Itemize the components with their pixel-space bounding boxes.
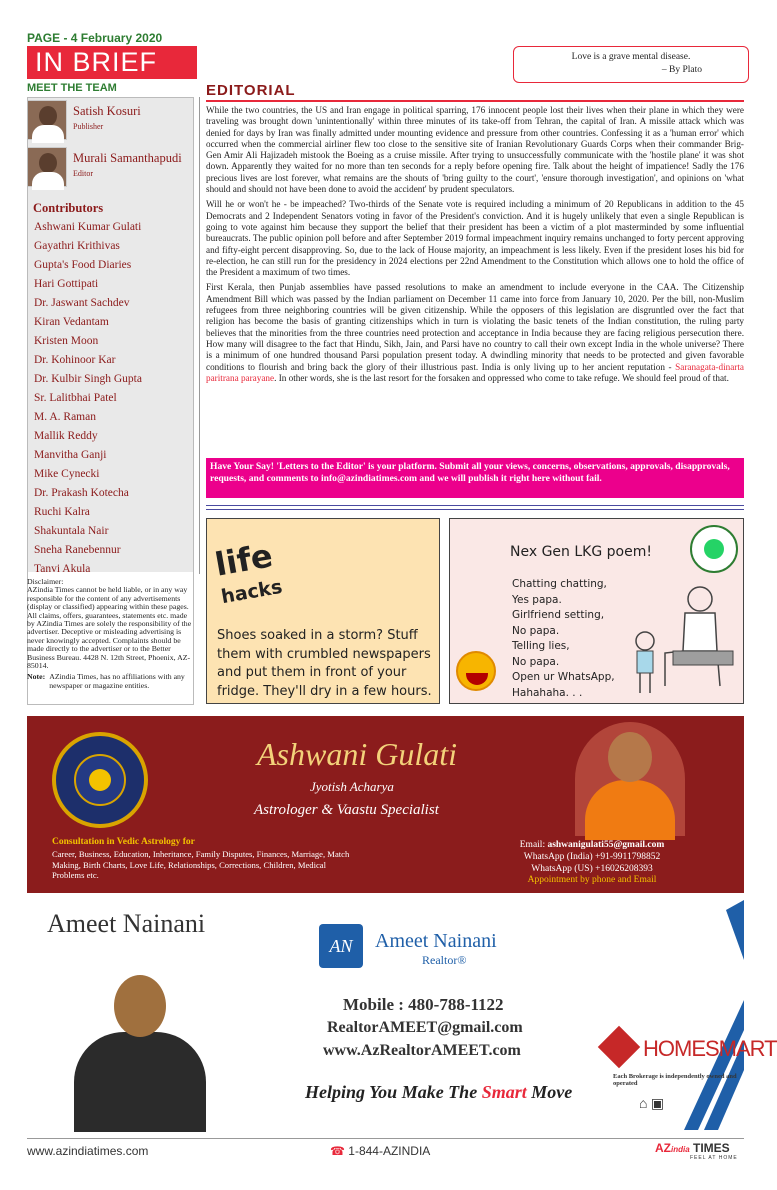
- poem-line: Open ur WhatsApp,: [512, 671, 615, 683]
- member-name: Satish Kosuri: [73, 104, 141, 118]
- poem-line: Telling lies,: [512, 640, 570, 652]
- realtor-mobile: Mobile : 480-788-1122: [343, 995, 504, 1014]
- poem-line: Yes papa.: [512, 593, 562, 606]
- avatar: [27, 100, 67, 140]
- email-label: Email:: [519, 840, 548, 850]
- phone-icon: ☎: [330, 1144, 349, 1158]
- divider: [206, 509, 744, 510]
- email-line: [457, 840, 727, 852]
- article-paragraph: While the two countries, the US and Iran engage in political sparring, 176 innocent people lost their lives when their plane in which they were traveling was brought down 'unintentionally' within three minutes of its take-off from Tehran, the capital of Iran. A missile attack which was denied for days by Iran was finally admitted under mounting evidence and pressure from other countries. Confessing it as a 'human error' which occurred when the commercial airliner flew too close to the sensitive site of Iranian Revolutionary Guards Corps when their commander Brig-Gen Amir Ali Hajizadeh mistook the Boeing as a cruise missile. After trying to unsuccessfully communicate with the 'hostile plane' it was shot down. Apparently they waited for no more than ten seconds for a reply before opening fire. Talk about the height of impatience! Sadly the 176 precious lives are lost forever, what remains are the shouts of 'bring guilty to the court', 'ensure thorough investigation', and opinions on 'what should and should not have been done to avoid the accident' by prudent speculators.: [206, 105, 744, 195]
- member-role: Editor: [73, 169, 93, 178]
- appointment-note: Appointment by phone and Email: [527, 875, 657, 886]
- life-hacks-subtitle: hacks: [219, 575, 285, 609]
- footer-logo: [655, 1141, 730, 1155]
- contributor: Ashwani Kumar Gulati: [34, 221, 142, 233]
- quote-text: Love is a grave mental disease.: [571, 52, 691, 62]
- brokerage-note: Each Brokerage is independently owned and operated: [613, 1073, 737, 1087]
- poem-line: Hahahaha. . .: [512, 686, 583, 699]
- quote-box: [513, 46, 749, 83]
- poem-title: Nex Gen LKG poem!: [510, 544, 652, 560]
- brokerage-name: HOMESMART: [643, 1036, 777, 1061]
- realtor-logo: AN: [319, 924, 363, 968]
- contributor: Manvitha Ganji: [34, 449, 107, 461]
- contributor: Dr. Prakash Kotecha: [34, 487, 129, 499]
- zodiac-wheel-icon: [52, 732, 148, 828]
- consultation-heading: Consultation in Vedic Astrology for: [52, 837, 195, 847]
- homesmart-house-icon: [598, 1026, 640, 1068]
- decorative-stripes: [684, 900, 744, 1130]
- astrologer-title: Jyotish Acharya: [310, 779, 394, 794]
- tagline-smart: Smart: [481, 1082, 527, 1102]
- contributor: Dr. Jaswant Sachdev: [34, 297, 130, 309]
- column-divider: [199, 97, 200, 574]
- poem-line: No papa.: [512, 624, 560, 637]
- contributor: Dr. Kohinoor Kar: [34, 354, 116, 366]
- phone-number: 1-844-AZINDIA: [348, 1144, 431, 1158]
- whatsapp-us: WhatsApp (US) +16026208393: [531, 863, 653, 874]
- disclaimer-text: AZindia Times cannot be held liable, or in any way responsible for the content of any advertisements (display or classified) appearing within these pages. All claims, offers, guarantees, statements etc. made by AZindia Times are solely the responsibility of the advertiser. Deceptive or misleading advertising is never knowingly accepted. Complaints should be made directly to the advertiser or to the Better Business Bureau. 4428 N. 12th Street, Phoenix, AZ-85014.: [27, 585, 192, 671]
- life-hacks-title: life: [212, 536, 276, 584]
- contributor: Tanvi Akula: [34, 563, 91, 575]
- astrologer-specialty: Astrologer & Vaastu Specialist: [254, 802, 439, 818]
- team-heading: MEET THE TEAM: [27, 82, 117, 94]
- contributor: Shakuntala Nair: [34, 525, 109, 537]
- member-name: Murali Samanthapudi: [73, 151, 182, 165]
- note-text: AZindia Times, has no affiliations with any newspaper or magazine entities.: [49, 672, 185, 690]
- logo-part: india: [671, 1145, 690, 1154]
- whatsapp-india: WhatsApp (India) +91-9911798852: [523, 851, 661, 862]
- equal-housing-icon: ⌂ ▣: [639, 1097, 665, 1112]
- divider: [206, 505, 744, 506]
- contributor: Kristen Moon: [34, 335, 99, 347]
- paragraph-text: First Kerala, then Punjab assemblies have passed resolutions to make an amendment to include everyone in the CAA. The Citizenship Amendment Bill which was passed by the Indian parliament on December 11 came into force from January 10, 2020. Per the bill, non-Muslim refugees from three neighboring countries will be given citizenship. While the opposers of this legislation are disgruntled over the fact that religion has become the basis of granting citizenships which in turn is violating the basic tenets of the Indian constitution, the ruling party believes that the minorities from the three countries need protection and acceptance in India because they are facing religious persecution there. How many will disagree to the fact that Hindu, Sikh, Jain, and Parsi have no country to call their own except India in the whole universe? There is a minimum of one hundred thousand Parsi population present today. A dwindling minority that needs to be protected and given favorable conditions to flourish and bring back the glory of their illustrious past. India is only living up to her ancient reputation -: [206, 282, 744, 372]
- contributor: Ruchi Kalra: [34, 506, 90, 518]
- contributor: Hari Gottipati: [34, 278, 99, 290]
- contributor: Mallik Reddy: [34, 430, 98, 442]
- article-paragraph: Will he or won't he - be impeached? Two-thirds of the Senate vote is required including a minimum of 20 Republicans in addition to the 45 Democrats and 2 Independent Senators voting in favor of the President's conviction. And it is hugely unlikely that even a single Republican is going to vote against him because they support the belief that their president has been a victim of a plot masterminded by some influential bureaucrats. The public opinion poll before and after September 2019 formal impeachment inquiry remains unchanged to forty percent approving and fifty-eight percent disapproving. So, due to the lack of House majority, an impeachment is less likely. Even if the president loses his bid for re-election, he can still run for the presidency in 2024 elections per 22nd Amendment to the Constitution which allows one to hold the office of the President a maximum of two times.: [206, 199, 744, 278]
- astrologer-name: Ashwani Gulati: [257, 736, 458, 772]
- laughing-emoji-icon: [456, 651, 496, 691]
- realtor-photo: [69, 970, 209, 1130]
- realtor-ad: [27, 900, 777, 1130]
- disclaimer: [27, 578, 194, 690]
- astrologer-contact: [457, 840, 727, 887]
- contributors-heading: Contributors: [33, 201, 104, 215]
- article-paragraph: [206, 282, 744, 384]
- footer-url[interactable]: www.azindiatimes.com: [27, 1144, 149, 1158]
- realtor-name-heading: Ameet Nainani: [47, 909, 206, 938]
- realtor-website[interactable]: www.AzRealtorAMEET.com: [323, 1042, 521, 1059]
- contributor: Gupta's Food Diaries: [34, 259, 132, 271]
- whatsapp-university-icon: [690, 525, 738, 573]
- contributor: M. A. Raman: [34, 411, 96, 423]
- tagline-part: Move: [526, 1082, 573, 1102]
- have-your-say-banner: Have Your Say! 'Letters to the Editor' is your platform. Submit all your views, concerns, observations, approvals, disapprovals, requests, and comments to info@azindiatimes.com and we will publish it right here without fail.: [206, 458, 744, 498]
- poem-line: Chatting chatting,: [512, 578, 607, 590]
- email-address[interactable]: ashwanigulati55@gmail.com: [547, 840, 665, 850]
- realtor-role: Realtor®: [422, 953, 467, 967]
- poem-line: Girlfriend setting,: [512, 609, 605, 621]
- contributor: Sneha Ranebennur: [34, 544, 121, 556]
- logo-part: AZ: [655, 1141, 671, 1155]
- disclaimer-label: Disclaimer:: [27, 577, 64, 586]
- contributor: Kiran Vedantam: [34, 316, 109, 328]
- paragraph-text: . In other words, she is the last resort for the forsaken and oppressed who come to take refuge. We should feel proud of that.: [274, 372, 729, 383]
- member-role: Publisher: [73, 122, 104, 131]
- father-son-illustration: [625, 581, 735, 701]
- contributor: Dr. Kulbir Singh Gupta: [34, 373, 142, 385]
- realtor-name: Ameet Nainani: [375, 930, 497, 952]
- life-hacks-text: Shoes soaked in a storm? Stuff them with crumbled newspapers and put them in front of your fridge. They'll dry in a few hours.: [217, 628, 432, 699]
- poem-line: No papa.: [512, 655, 560, 668]
- poem-box: [449, 518, 744, 704]
- realtor-tagline: [305, 1082, 572, 1103]
- contributor: Gayathri Krithivas: [34, 240, 120, 252]
- poem-lines: [512, 577, 615, 701]
- contributor: Mike Cynecki: [34, 468, 100, 480]
- astrologer-photo: [575, 722, 685, 836]
- editorial-heading: EDITORIAL: [206, 82, 296, 99]
- team-member: [27, 147, 194, 189]
- footer-logo-tagline: FEEL AT HOME: [690, 1155, 738, 1161]
- avatar: [27, 147, 67, 187]
- section-title: IN BRIEF: [27, 46, 197, 79]
- page-label: PAGE - 4 February 2020: [27, 31, 163, 45]
- note: [27, 673, 194, 690]
- team-member: [27, 100, 194, 142]
- sanskrit-phrase: Saranagata-dinarta paritrana parayane: [206, 361, 744, 383]
- footer-phone: [330, 1144, 430, 1158]
- tagline-part: Helping You Make The: [305, 1082, 482, 1102]
- editorial-rule: [206, 100, 744, 102]
- logo-part: TIMES: [689, 1141, 730, 1155]
- contributors-list: [34, 218, 142, 579]
- footer-rule: [27, 1138, 744, 1139]
- astrologer-ad: [27, 716, 744, 893]
- contributor: Sr. Lalitbhai Patel: [34, 392, 117, 404]
- life-hacks-box: [206, 518, 440, 704]
- note-label: Note:: [27, 672, 46, 682]
- quote-author: – By Plato: [661, 65, 702, 75]
- consultation-topics: Career, Business, Education, Inheritance, Family Disputes, Finances, Marriage, Match Making, Birth Charts, Love Life, Relationships, Corrections, Children, Medical Problems etc.: [52, 849, 350, 881]
- realtor-email[interactable]: RealtorAMEET@gmail.com: [327, 1019, 523, 1036]
- sidebar: [27, 97, 194, 575]
- editorial-article: [206, 105, 744, 388]
